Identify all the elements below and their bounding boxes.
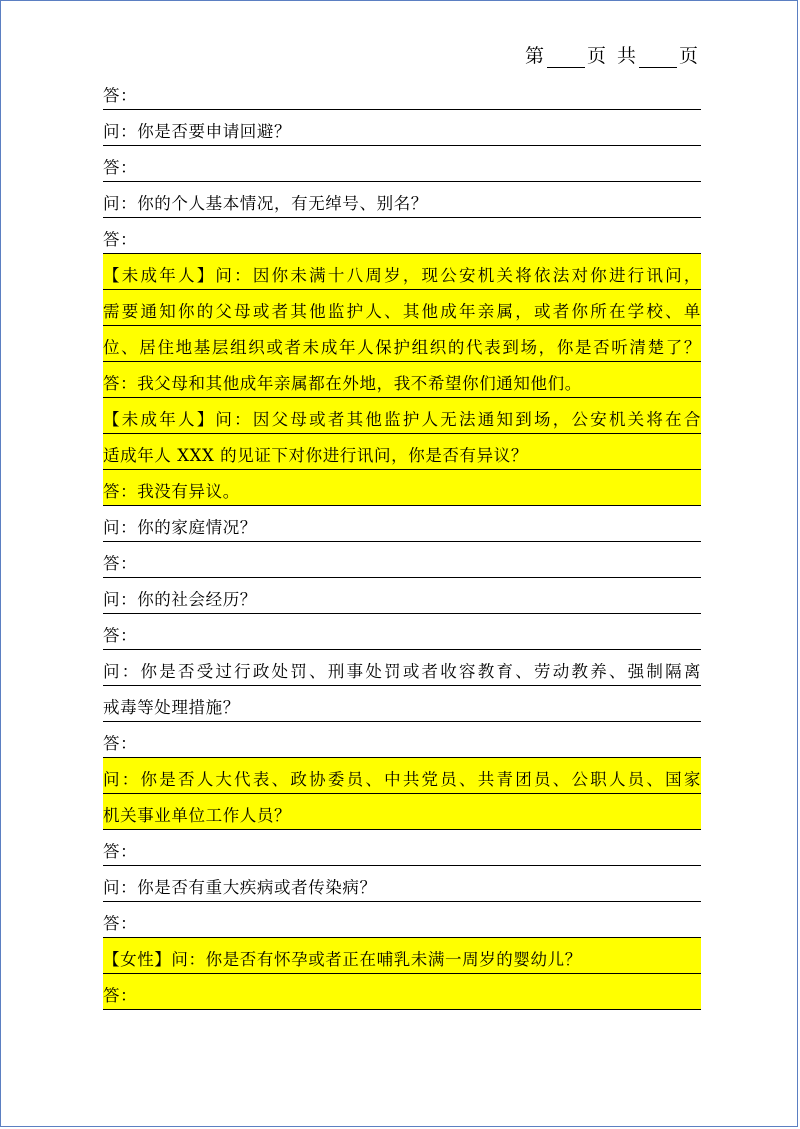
transcript-line: 问：你是否要申请回避？	[103, 110, 701, 146]
transcript-line: 答：我父母和其他成年亲属都在外地，我不希望你们通知他们。	[103, 362, 701, 398]
transcript-line: 【未成年人】问：因你未满十八周岁，现公安机关将依法对你进行讯问，	[103, 254, 701, 290]
transcript-line: 问：你是否有重大疾病或者传染病？	[103, 866, 701, 902]
page-label-ye: 页	[586, 45, 607, 67]
transcript-line: 问：你是否人大代表、政协委员、中共党员、共青团员、公职人员、国家	[103, 758, 701, 794]
transcript-line: 答：	[103, 218, 701, 254]
transcript-line: 答：我没有异议。	[103, 470, 701, 506]
transcript-line: 答：	[103, 902, 701, 938]
transcript-line: 答：	[103, 722, 701, 758]
transcript-line: 戒毒等处理措施？	[103, 686, 701, 722]
transcript-line: 答：	[103, 974, 701, 1010]
transcript-line: 问：你的个人基本情况，有无绰号、别名？	[103, 182, 701, 218]
transcript-line: 【女性】问：你是否有怀孕或者正在哺乳未满一周岁的婴幼儿？	[103, 938, 701, 974]
transcript-line: 问：你的家庭情况？	[103, 506, 701, 542]
current-page-blank[interactable]	[547, 47, 585, 68]
transcript-line: 答：	[103, 74, 701, 110]
transcript-line: 问：你是否受过行政处罚、刑事处罚或者收容教育、劳动教养、强制隔离	[103, 650, 701, 686]
transcript-line: 位、居住地基层组织或者未成年人保护组织的代表到场，你是否听清楚了？	[103, 326, 701, 362]
transcript-lines	[103, 74, 701, 1010]
transcript-line: 答：	[103, 146, 701, 182]
transcript-line: 【未成年人】问：因父母或者其他监护人无法通知到场，公安机关将在合	[103, 398, 701, 434]
transcript-line: 答：	[103, 542, 701, 578]
transcript-line: 答：	[103, 614, 701, 650]
page-label-ye-2: 页	[678, 45, 699, 67]
transcript-line: 机关事业单位工作人员？	[103, 794, 701, 830]
page-label-di: 第	[524, 45, 545, 67]
page-label-gong: 共	[616, 45, 637, 67]
transcript-line: 需要通知你的父母或者其他监护人、其他成年亲属，或者你所在学校、单	[103, 290, 701, 326]
total-pages-blank[interactable]	[639, 47, 677, 68]
transcript-line: 答：	[103, 830, 701, 866]
page-number-header	[525, 41, 699, 68]
transcript-line: 适成年人 XXX 的见证下对你进行讯问，你是否有异议？	[103, 434, 701, 470]
transcript-line: 问：你的社会经历？	[103, 578, 701, 614]
